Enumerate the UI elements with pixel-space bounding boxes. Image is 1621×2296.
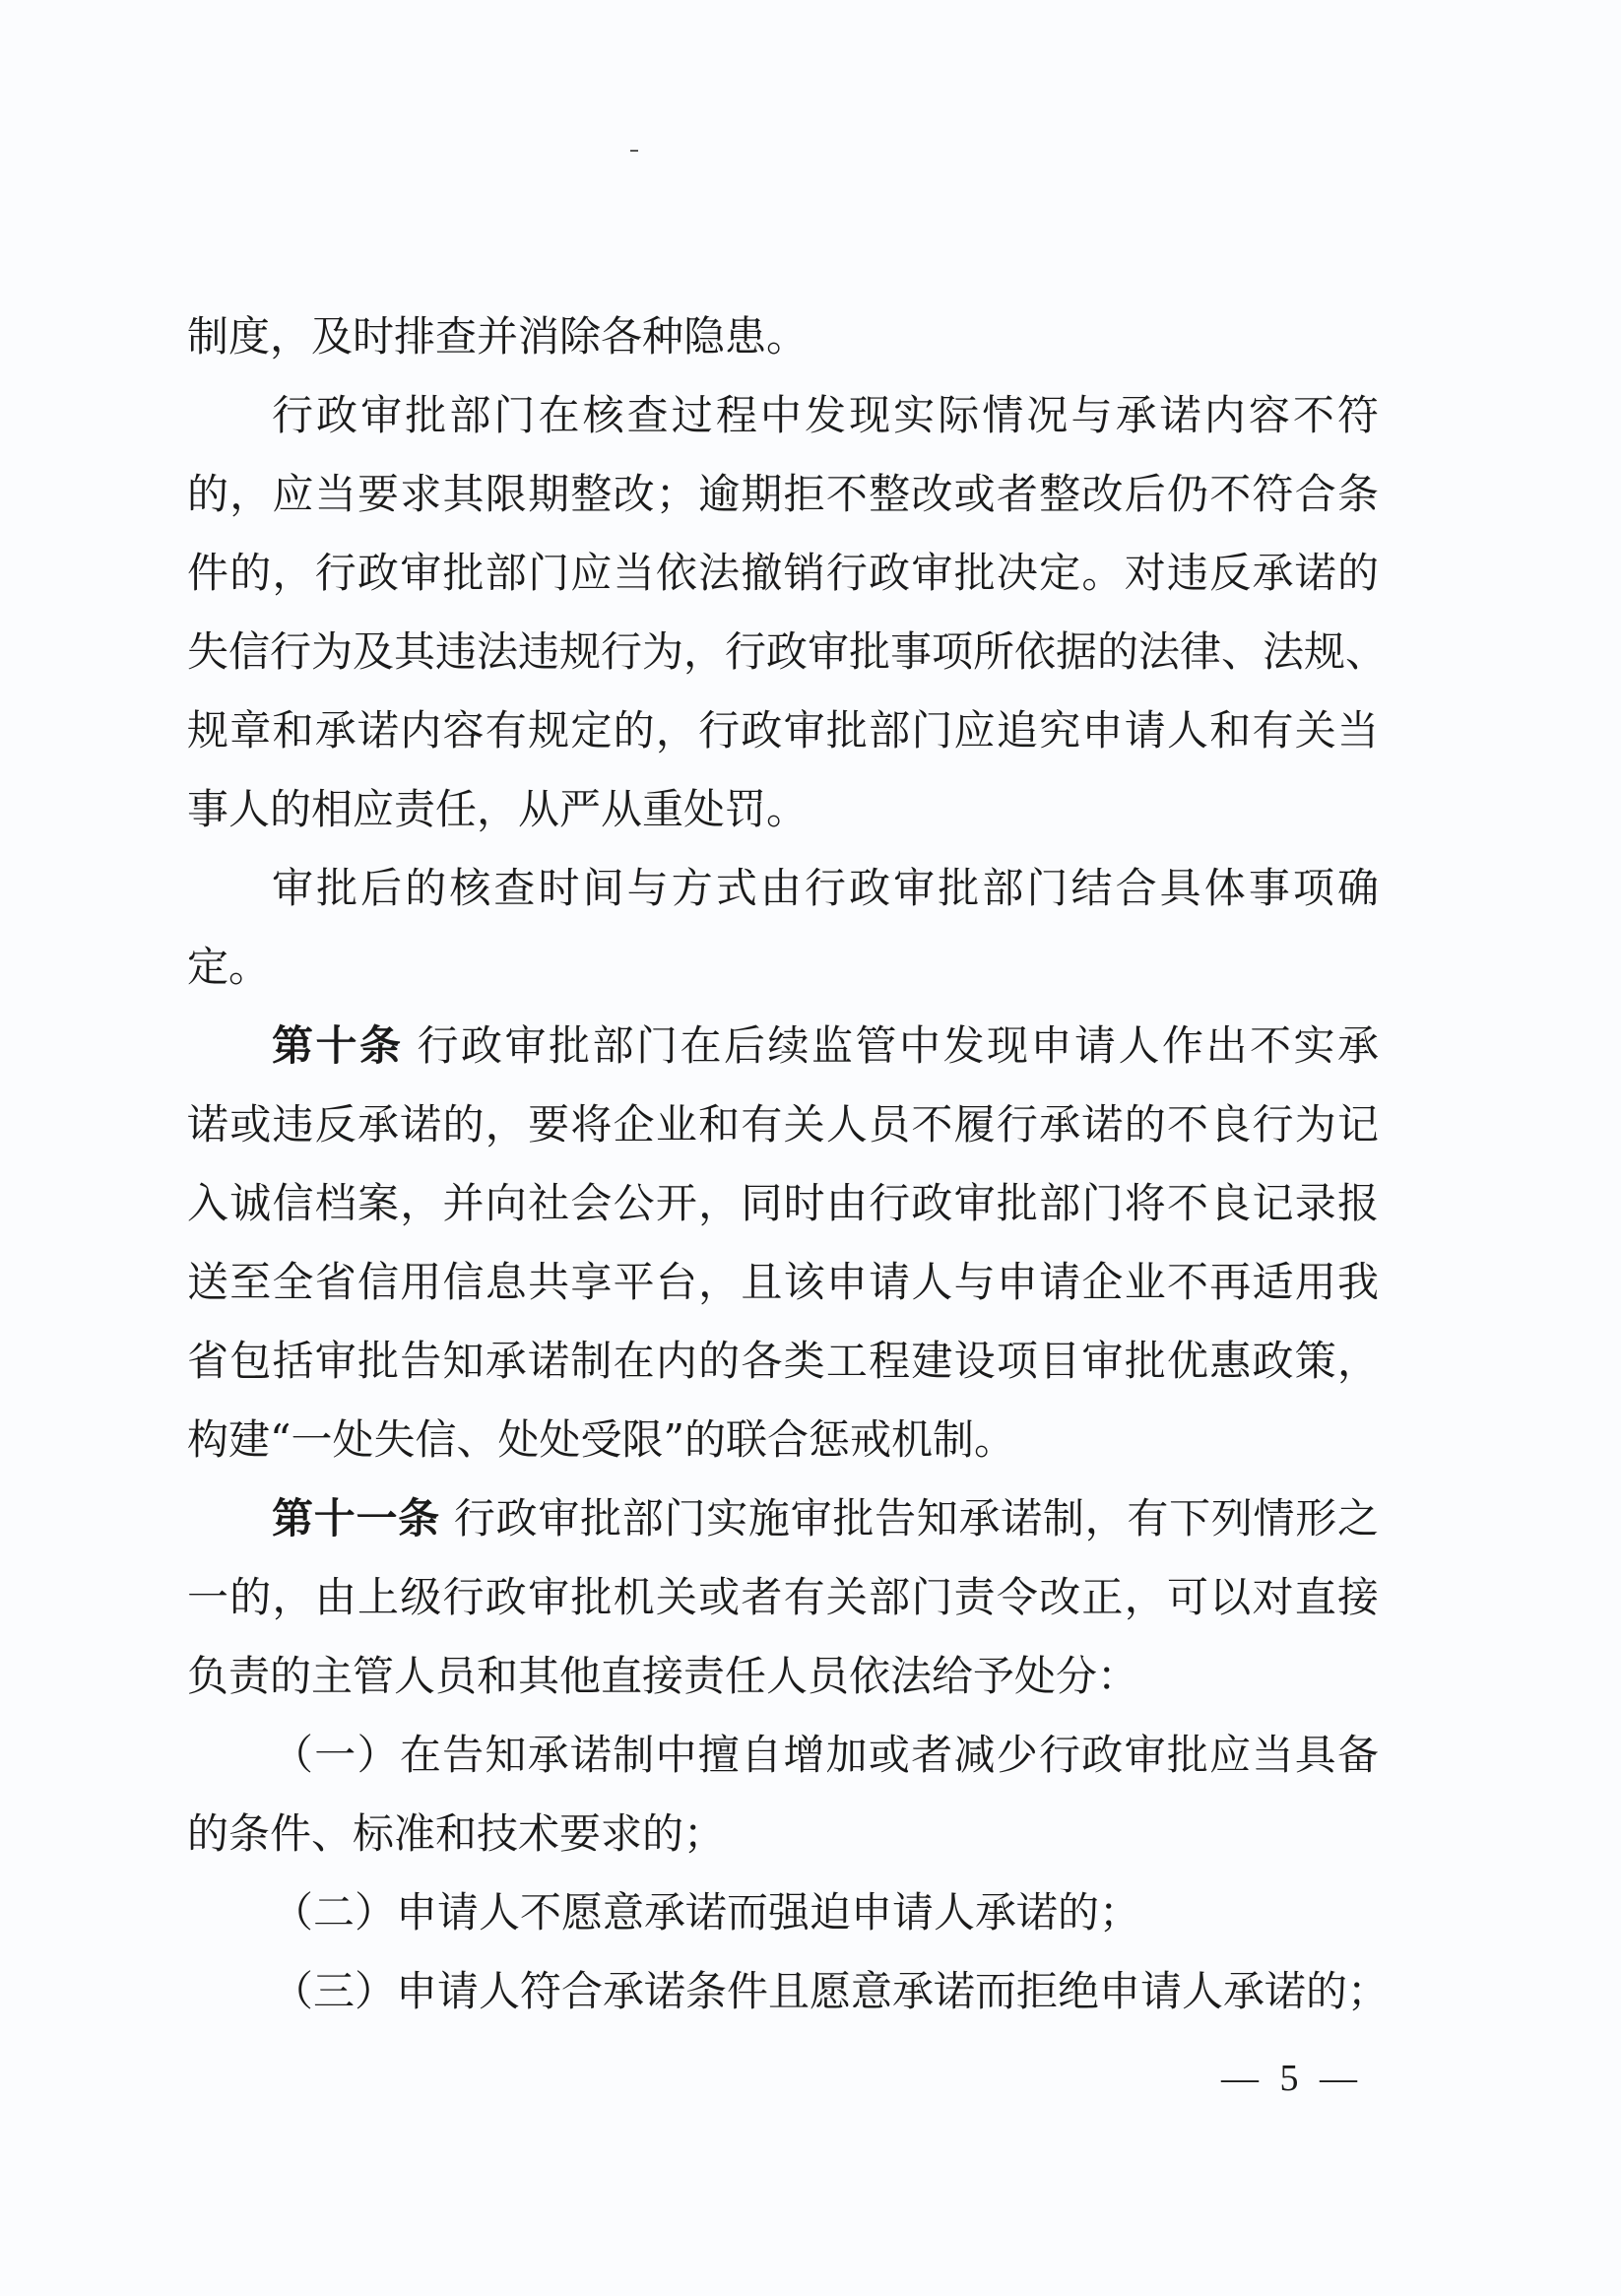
text-line: 件的，行政审批部门应当依法撤销行政审批决定。对违反承诺的 [187, 549, 1379, 597]
text-line: 的条件、标准和技术要求的； [187, 1809, 726, 1858]
text-line: 事人的相应责任，从严从重处罚。 [187, 785, 809, 833]
scan-mark [630, 150, 638, 152]
article-11-heading-line [187, 1479, 1379, 1558]
text-line: （二）申请人不愿意承诺而强迫申请人承诺的； [272, 1888, 1141, 1936]
article-10-heading-line [187, 1007, 1379, 1085]
text-line: 负责的主管人员和其他直接责任人员依法给予处分： [187, 1652, 1139, 1700]
text-line: 失信行为及其违法违规行为，行政审批事项所依据的法律、法规、 [187, 627, 1388, 676]
text-line: 制度，及时排查并消除各种隐患。 [187, 312, 809, 361]
article-label: 第十一条 [272, 1494, 440, 1542]
text-line: 诺或违反承诺的，要将企业和有关人员不履行承诺的不良行为记 [187, 1100, 1379, 1148]
text-line: 送至全省信用信息共享平台，且该申请人与申请企业不再适用我 [187, 1258, 1379, 1306]
text-line: 入诚信档案，并向社会公开，同时由行政审批部门将不良记录报 [187, 1179, 1379, 1227]
page-number: — 5 — [1221, 2058, 1363, 2099]
text-line: （一）在告知承诺制中擅自增加或者减少行政审批应当具备 [272, 1731, 1379, 1779]
text-line: 审批后的核查时间与方式由行政审批部门结合具体事项确 [272, 864, 1379, 912]
text-line: 行政审批部门在核查过程中发现实际情况与承诺内容不符 [272, 391, 1379, 439]
document-body [187, 297, 1390, 2031]
text-line: 一的，由上级行政审批机关或者有关部门责令改正，可以对直接 [187, 1573, 1379, 1621]
text-line: 定。 [187, 943, 271, 991]
text-line: 规章和承诺内容有规定的，行政审批部门应追究申请人和有关当 [187, 706, 1379, 754]
text-line: 省包括审批告知承诺制在内的各类工程建设项目审批优惠政策， [187, 1337, 1379, 1385]
text-span: 行政审批部门在后续监管中发现申请人作出不实承 [417, 1021, 1379, 1070]
text-line: （三）申请人符合承诺条件且愿意承诺而拒绝申请人承诺的； [272, 1967, 1390, 2015]
text-line: 构建“一处失信、处处受限”的联合惩戒机制。 [187, 1415, 1015, 1464]
article-label: 第十条 [272, 1021, 404, 1070]
text-span: 行政审批部门实施审批告知承诺制，有下列情形之 [453, 1494, 1379, 1542]
text-line: 的，应当要求其限期整改；逾期拒不整改或者整改后仍不符合条 [187, 470, 1379, 518]
